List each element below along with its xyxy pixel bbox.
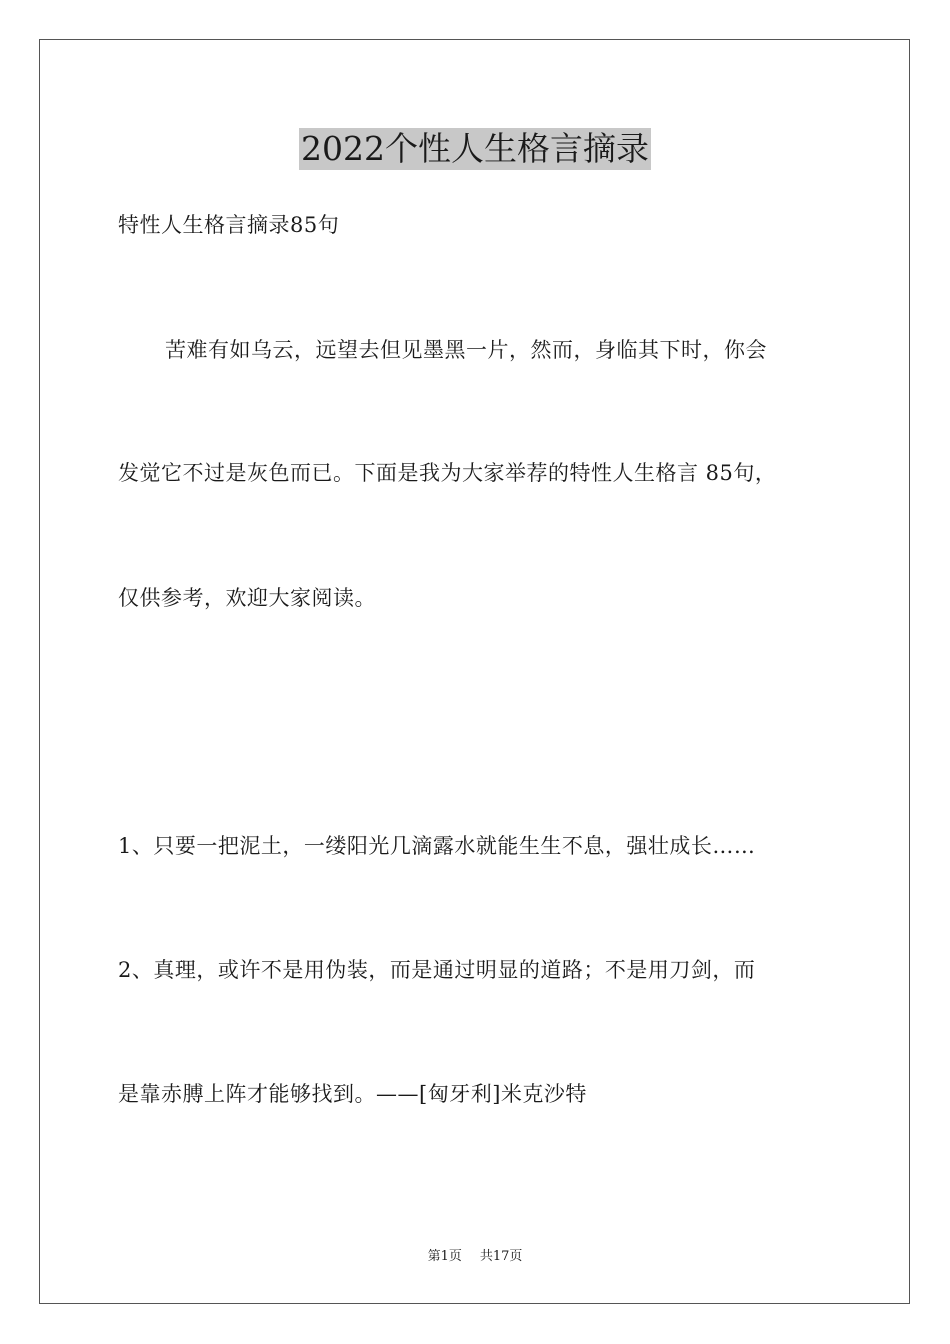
- page-number: 第1页: [427, 1249, 462, 1264]
- page-footer: [0, 1248, 950, 1266]
- title-container: [0, 128, 950, 170]
- quote-line: 是靠赤膊上阵才能够找到。——[匈牙利]米克沙特: [118, 1082, 587, 1106]
- quote-line: 2、真理，或许不是用伪装，而是通过明显的道路；不是用刀剑，而: [118, 958, 756, 982]
- document-subtitle: 特性人生格言摘录85句: [118, 213, 340, 237]
- intro-line: 发觉它不过是灰色而已。下面是我为大家举荐的特性人生格言 85句，: [118, 461, 777, 485]
- document-title: 2022个性人生格言摘录: [301, 129, 649, 168]
- intro-line: 苦难有如乌云，远望去但见墨黑一片，然而，身临其下时，你会: [165, 338, 767, 362]
- page-total: 共17页: [479, 1249, 523, 1264]
- quote-line: 1、只要一把泥土，一缕阳光几滴露水就能生生不息，强壮成长……: [118, 834, 756, 858]
- intro-line: 仅供参考，欢迎大家阅读。: [118, 586, 376, 610]
